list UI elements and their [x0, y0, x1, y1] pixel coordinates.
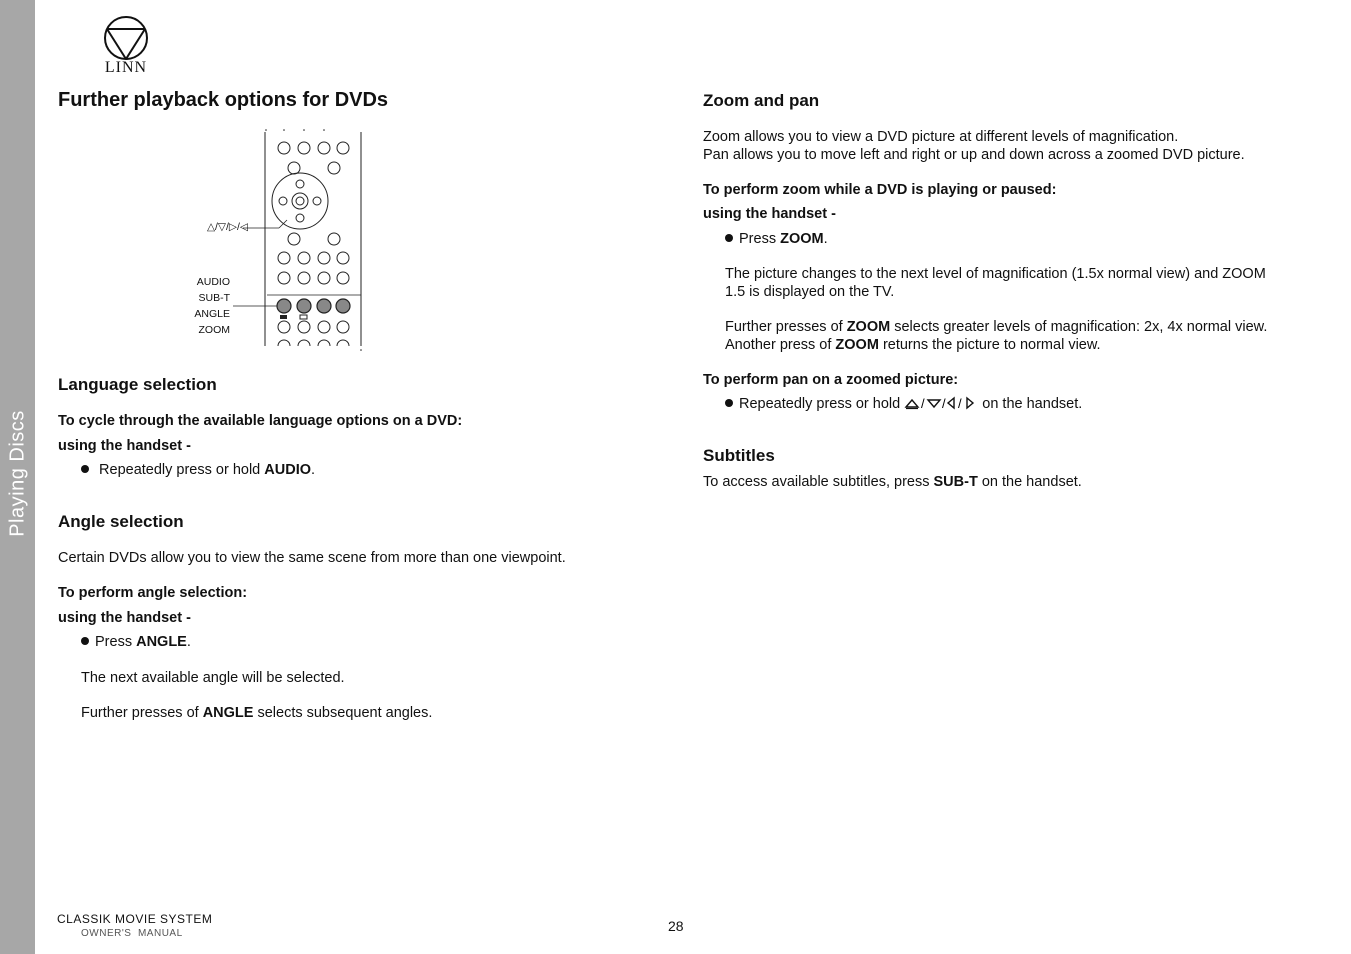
page-title: Further playback options for DVDs: [58, 89, 389, 111]
angle-result: The next available angle will be selected.: [81, 670, 345, 686]
step-suffix: .: [311, 462, 316, 478]
step-suffix: .: [186, 634, 191, 650]
subtitles-prefix: To access available subtitles, press: [703, 474, 934, 490]
remote-label-audio: AUDIO: [196, 276, 230, 288]
step-key: AUDIO: [264, 462, 312, 478]
zoom-intro-2: Pan allows you to move left and right or up and down across a zoomed DVD picture.: [703, 147, 1245, 163]
remote-label-arrows: △/▽/▷/◁: [206, 221, 248, 233]
another-key: ZOOM: [835, 337, 879, 353]
further-text: Further presses of: [81, 705, 203, 721]
step-suffix: .: [823, 231, 828, 247]
subtitles-suffix: on the handset.: [977, 474, 1082, 490]
zoom-handset: using the handset -: [703, 206, 836, 222]
step-text: Repeatedly press or hold: [99, 462, 265, 478]
remote-label-zoom: ZOOM: [198, 324, 230, 336]
step-text: Repeatedly press or hold: [739, 396, 905, 412]
zoom-instruction: To perform zoom while a DVD is playing or paused:: [703, 182, 1057, 198]
zoom-further: [725, 318, 1267, 336]
step-key: ANGLE: [136, 634, 187, 650]
bullet-icon: [81, 637, 89, 645]
step-suffix: on the handset.: [978, 396, 1083, 412]
subtitles-key: SUB-T: [933, 474, 978, 490]
step-text: Press: [95, 634, 137, 650]
language-heading: Language selection: [58, 375, 217, 394]
svg-text:/: /: [958, 396, 962, 410]
angle-intro: Certain DVDs allow you to view the same scene from more than one viewpoint.: [58, 550, 566, 566]
section-label: Playing Discs: [6, 410, 29, 537]
zoom-result-1: The picture changes to the next level of magnification (1.5x normal view) and ZOOM: [725, 266, 1266, 282]
footer-title: CLASSIK MOVIE SYSTEM: [57, 912, 213, 926]
further-key: ZOOM: [846, 319, 891, 335]
svg-text:/: /: [942, 396, 946, 410]
footer-subtitle: OWNER'S MANUAL: [81, 928, 183, 939]
page-number: 28: [668, 918, 684, 934]
zoom-step: [725, 230, 828, 248]
language-handset: using the handset -: [58, 438, 191, 454]
further-text: Further presses of: [725, 319, 847, 335]
language-instruction: To cycle through the available language options on a DVD:: [58, 413, 463, 429]
language-step: [81, 461, 315, 479]
bullet-icon: [725, 234, 733, 242]
arrow-keys-icon: [904, 396, 978, 410]
further-key: ANGLE: [202, 705, 254, 721]
step-key: ZOOM: [780, 231, 824, 247]
step-text: Press: [739, 231, 781, 247]
angle-further: [81, 704, 432, 722]
svg-text:/: /: [921, 396, 925, 410]
subtitles-heading: Subtitles: [703, 446, 775, 465]
angle-instruction: To perform angle selection:: [58, 585, 248, 601]
zoom-intro-1: Zoom allows you to view a DVD picture at different levels of magnification.: [703, 129, 1179, 145]
further-suffix: selects greater levels of magnification: 2x, 4x normal view.: [890, 319, 1268, 335]
subtitles-text: [703, 473, 1082, 491]
bullet-icon: [81, 465, 89, 473]
pan-step: [725, 395, 1082, 413]
another-suffix: returns the picture to normal view.: [878, 337, 1101, 353]
further-suffix: selects subsequent angles.: [253, 705, 433, 721]
angle-step: [81, 633, 191, 651]
another-text: Another press of: [725, 337, 836, 353]
angle-handset: using the handset -: [58, 610, 191, 626]
zoom-another: [725, 336, 1101, 354]
bullet-icon: [725, 399, 733, 407]
logo-text: LINN: [104, 59, 148, 76]
linn-logo: [100, 16, 152, 77]
sidebar: [0, 0, 35, 954]
pan-instruction: To perform pan on a zoomed picture:: [703, 372, 959, 388]
remote-label-subt: SUB-T: [198, 292, 230, 304]
angle-heading: Angle selection: [58, 512, 184, 531]
zoom-heading: Zoom and pan: [703, 91, 820, 110]
zoom-result-2: 1.5 is displayed on the TV.: [725, 284, 895, 300]
remote-label-angle: ANGLE: [194, 308, 230, 320]
